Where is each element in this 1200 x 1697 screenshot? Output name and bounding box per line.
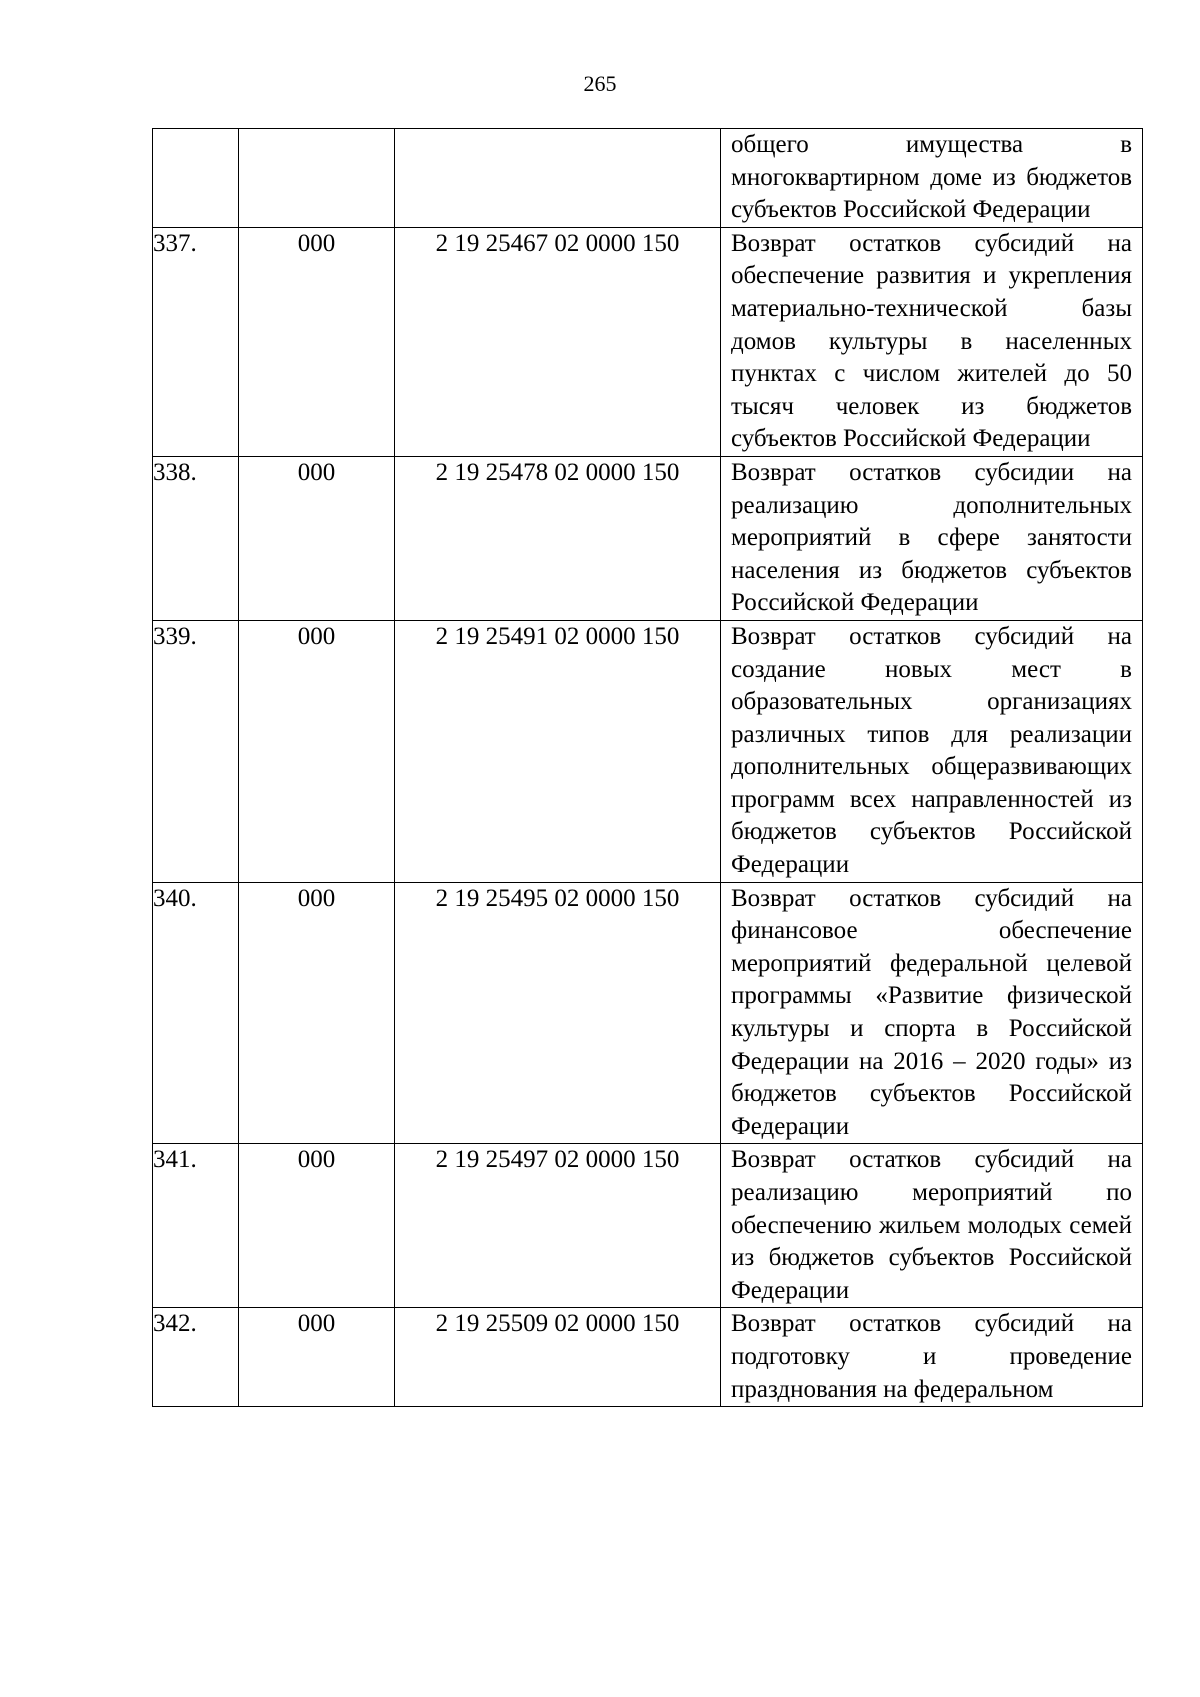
row-number: 339. bbox=[153, 620, 239, 882]
budget-classification-code bbox=[395, 129, 721, 228]
table-row bbox=[153, 227, 1143, 456]
budget-classification-code: 2 19 25495 02 0000 150 bbox=[395, 882, 721, 1144]
admin-code: 000 bbox=[239, 456, 395, 620]
budget-classification-code: 2 19 25478 02 0000 150 bbox=[395, 456, 721, 620]
admin-code: 000 bbox=[239, 1308, 395, 1407]
admin-code bbox=[239, 129, 395, 228]
income-description: Возврат остатков субсидий на финансовое обеспечение мероприятий федеральной целевой программы «Развитие физической культуры и спорта в Российской Федерации на 2016 – 2020 годы» из бюджетов субъектов Российской Федерации bbox=[721, 882, 1143, 1144]
table-row bbox=[153, 456, 1143, 620]
income-description: Возврат остатков субсидий на создание новых мест в образовательных организациях различных типов для реализации дополнительных общеразвивающих программ всех направленностей из бюджетов субъектов Российской Федерации bbox=[721, 620, 1143, 882]
budget-classification-code: 2 19 25509 02 0000 150 bbox=[395, 1308, 721, 1407]
table-row bbox=[153, 1144, 1143, 1308]
admin-code: 000 bbox=[239, 620, 395, 882]
admin-code: 000 bbox=[239, 882, 395, 1144]
income-description: общего имущества в многоквартирном доме из бюджетов субъектов Российской Федерации bbox=[721, 129, 1143, 228]
row-number: 342. bbox=[153, 1308, 239, 1407]
row-number: 341. bbox=[153, 1144, 239, 1308]
page-number: 265 bbox=[583, 71, 617, 96]
table-row bbox=[153, 882, 1143, 1144]
row-number bbox=[153, 129, 239, 228]
income-description: Возврат остатков субсидии на реализацию дополнительных мероприятий в сфере занятости населения из бюджетов субъектов Российской Федерации bbox=[721, 456, 1143, 620]
row-number: 337. bbox=[153, 227, 239, 456]
row-number: 340. bbox=[153, 882, 239, 1144]
budget-code-table bbox=[152, 128, 1143, 1407]
table-row bbox=[153, 620, 1143, 882]
budget-classification-code: 2 19 25497 02 0000 150 bbox=[395, 1144, 721, 1308]
table-row bbox=[153, 1308, 1143, 1407]
table-row bbox=[153, 129, 1143, 228]
admin-code: 000 bbox=[239, 227, 395, 456]
income-description: Возврат остатков субсидий на обеспечение развития и укрепления материально-технической базы домов культуры в населенных пунктах с числом жителей до 50 тысяч человек из бюджетов субъектов Российской Федерации bbox=[721, 227, 1143, 456]
income-description: Возврат остатков субсидий на подготовку и проведение празднования на федеральном bbox=[721, 1308, 1143, 1407]
row-number: 338. bbox=[153, 456, 239, 620]
income-description: Возврат остатков субсидий на реализацию мероприятий по обеспечению жильем молодых семей из бюджетов субъектов Российской Федерации bbox=[721, 1144, 1143, 1308]
admin-code: 000 bbox=[239, 1144, 395, 1308]
budget-classification-code: 2 19 25467 02 0000 150 bbox=[395, 227, 721, 456]
budget-classification-code: 2 19 25491 02 0000 150 bbox=[395, 620, 721, 882]
